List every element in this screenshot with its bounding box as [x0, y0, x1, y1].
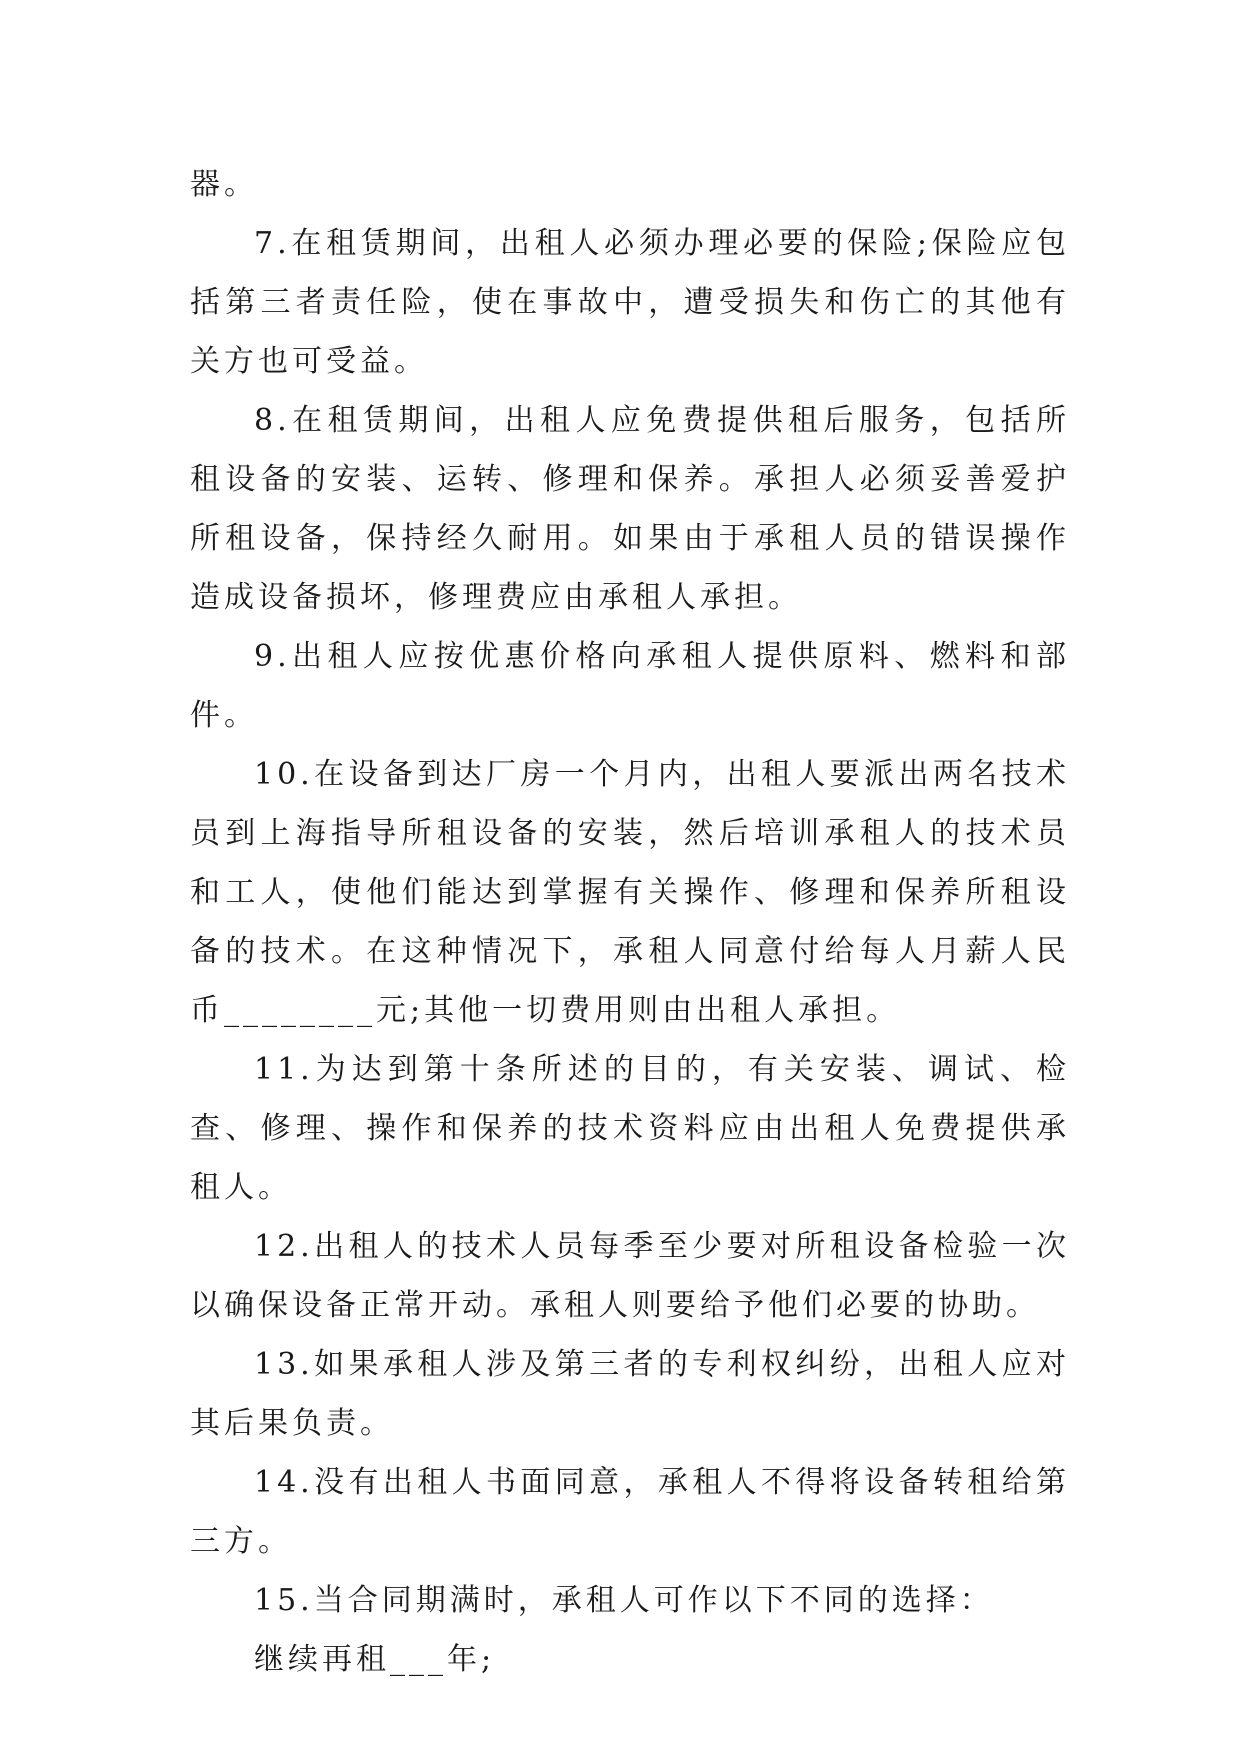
clause-8-after-sales-service: 8.在租赁期间，出租人应免费提供租后服务，包括所租设备的安装、运转、修理和保养。承担人必须妥善爱护所租设备，保持经久耐用。如果由于承租人员的错误操作造成设备损坏，修理费应由承租人承担。	[190, 403, 1070, 615]
clause-7-insurance: 7.在租赁期间，出租人必须办理必要的保险;保险应包括第三者责任险，使在事故中，遭受损失和伤亡的其他有关方也可受益。	[190, 226, 1070, 379]
clause-12-quarterly-inspection: 12.出租人的技术人员每季至少要对所租设备检验一次以确保设备正常开动。承租人则要给予他们必要的协助。	[190, 1229, 1070, 1323]
clause-15-option-renew: 继续再租___年;	[254, 1642, 496, 1677]
clause-10-technician-training: 10.在设备到达厂房一个月内，出租人要派出两名技术员到上海指导所租设备的安装，然后培训承租人的技术员和工人，使他们能达到掌握有关操作、修理和保养所租设备的技术。在这种情况下，承租人同意付给每人月薪人民币________元;其他一切费用则由出租人承担。	[190, 757, 1070, 1028]
clause-11-technical-documents: 11.为达到第十条所述的目的，有关安装、调试、检查、修理、操作和保养的技术资料应由出租人免费提供承租人。	[190, 1052, 1070, 1205]
clause-9-materials-supply: 9.出租人应按优惠价格向承租人提供原料、燃料和部件。	[190, 639, 1070, 733]
clause-14-no-sublease: 14.没有出租人书面同意，承租人不得将设备转租给第三方。	[190, 1465, 1070, 1559]
paragraph-continuation: 器。	[190, 167, 258, 202]
document-body	[190, 155, 1070, 1689]
clause-13-patent-disputes: 13.如果承租人涉及第三者的专利权纠纷，出租人应对其后果负责。	[190, 1347, 1070, 1441]
clause-15-expiry-options: 15.当合同期满时，承租人可作以下不同的选择：	[254, 1583, 994, 1618]
